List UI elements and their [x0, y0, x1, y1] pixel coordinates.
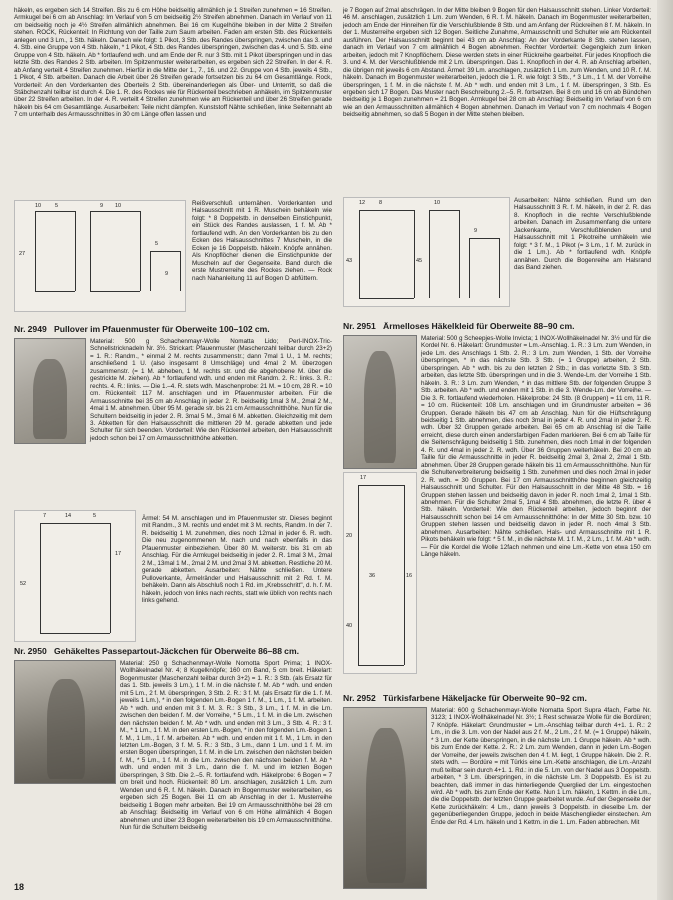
nr2952-text: Material: 600 g Schachenmayr-Wolle Nomatta Sport Supra 4fach, Farbe Nr. 3123; 1 INOX-Wollhäkelnadel Nr. 3½; 1 Rest schwarze Wolle für die Bordüren; 7 Knöpfe. Häkelart: Grundmuster = Lm.-Anschlag teilbar durch 4+1. 1. R.: 2 Lm., in die 3. Lm. von der Nadel aus 2 f. M., 2 Lm., 2 f. M. (= 1 Gruppe) häkeln, * 3 Lm. der Kette überspringen, in die nächste Lm. 1 Gruppe häkeln. Ab * wdh. bis zum Ende der Kette. 2. R.: 2 Lm. zum Wenden, dann in jeden Lm.-Bogen der Vorreihe, der jeweils zwischen den 4 f. M. liegt, 1 Gruppe häkeln. Die 2. R. stets wdh. — Bordüre = mit Türkis eine Lm.-Kette anschlagen, die Lm.-Anzahl muß teilbar sein durch 4+1. 1. Rd.: in die 5. Lm. von der Nadel aus 3 Doppelstb. arbeiten, * 3 Lm. überspringen, in die nächste Lm. 3 Doppelstb. Es ist zu beachten, daß immer in das hinterliegende Querglied der Lm. eingestochen wird. Ab * wdh. bis zum Ende der Kette. Nun 1 Lm. häkeln, 1 Kettm. in die Lm., die die Doppelstb. der letzten Gruppe gearbeitet wurde. Auf der Gegenseite der Kette zurückhäkeln: 4 Lm., dann jeweils 3 Doppelstb. in dieselbe Lm. der gegenüberliegenden Gruppe, jedoch in beide Maschenglieder einstechen. Am Ende der Rd. 4 Lm. häkeln und 1 Kettm. in die 1. Lm. Faden abbrechen. Mit — [431, 707, 651, 826]
pattern-title: Ärmelloses Häkelkleid für Oberweite 88–90 cm. — [382, 321, 575, 331]
nr2952-block — [343, 690, 651, 706]
diagram-label: 9 — [100, 203, 104, 209]
jacket-continued-text: häkeln, es ergeben sich 14 Streifen. Bis zu 6 cm Höhe beidseitig allmählich je 1 Streifen zunehmen = 16 Streifen. Armkugel bei 6 cm ab Anschlag: Im Verlauf von 5 cm beidseitig 2½ Streifen abnehmen. Danach im Verlauf von 11 cm beidseitig noch je 4½ Streifen allmählich abnehmen. Bei 16 cm Kugelhöhe bleiben in der Mitte 2 Streifen stehen. ROCK, Rückenteil: In Richtung von der Taille zum Saum arbeiten. Faden am ersten Stb. des Rückenteils anlegen und 3 Lm., 1 Stb. häkeln. Danach wie folgt: 1 Pikot, 3 Stb. des Randes überspringen, zwischen das 3. und 4. Stb. eine Gruppe von 4 Stb. häkeln, * 1 Pikot, 4 Stb. des Randes überspringen, zwischen das 4. und 5. Stb. eine Gruppe von 4 Stb. häkeln. Ab * fortlaufend wdh. und am Ende der R. nur 3 Stb. mit 1 Pikot überspringen und in das letzte Stb. des Randes 2 Stb. arbeiten. Im Spitzenmuster weiterarbeiten, es ergeben sich 22 Streifen. In der 4. R. ab Anfang verteilt 4 Streifen zunehmen. Hierfür in die Mitte der 1., 7., 16. und 22. Gruppe von 4 Stb. jeweils 4 Stb., 1 Pikot, 4 Stb. arbeiten. Danach die Arbeit über 26 Streifen gerade fortsetzen bis zu 64 cm Gesamtlänge. Rock, Vorderteil: An den Vorderkanten des Oberteils 2 Stb. übereinanderlegen als Über- und Unterritt, so daß die Stäbchenzahl teilbar ist durch 4. Die 1. R. des Rockes wie für Rückenteil beschrieben anhäkeln, im Spitzenmuster über 22 Streifen arbeiten. In der 4. R. verteilt 4 Streifen zunehmen wie am Rückenteil und über 26 Streifen gerade häkeln bis 64 cm Gesamtlänge. Ausarbeiten: Teile nicht dämpfen. Kunststoff Nähte schließen, linke Seitennaht ab 7 cm unterhalb des Armausschnittes in 30 cm Länge offen lassen und — [14, 7, 332, 119]
pattern-title: Türkisfarbene Häkeljacke für Oberweite 90–92 cm. — [382, 693, 587, 703]
pattern-diagram-4: 17 20 16 36 40 — [343, 472, 417, 674]
pattern-number: Nr. 2952 — [343, 693, 376, 703]
page-binding-edge — [657, 0, 673, 900]
diagram-label: 10 — [115, 203, 122, 209]
nr2950-block — [14, 643, 332, 659]
jacket-finishing-right: Ausarbeiten: Nähte schließen. Rund um den Halsausschnitt 3 R. f. M. häkeln, in der 2. R. das 8. Knopfloch in die rechte Verschlußblende arbeiten. Danach im Zusammenfang die untere Jackenkante, Verschlußblenden und Halsausschnitt mit 1 Pikotreihe umhäkeln wie folgt: * 3 f. M., 1 Pikot (= 3 Lm., 1 f. M. zurück in die 1 Lm.). Ab * fortlaufend wdh. Knöpfe annähen. Durch die Bogenreihe am Halsrand das Band ziehen. — [514, 197, 651, 272]
nr2949-block — [14, 321, 332, 337]
diagram-label: 27 — [19, 251, 26, 257]
pattern-number: Nr. 2949 — [14, 324, 47, 334]
diagram-label: 5 — [155, 241, 159, 247]
nr2951-text: Material: 500 g Scheepjes-Wolle Invicta; 1 INOX-Wollhäkelnadel Nr. 3½ und für die Kordel Nr. 6. Häkelart: Grundmuster = Lm.-Anschlag. 1. R.: 3 Lm. zum Wenden, in jede Lm. des Anschlags 1 Stb. 2. R.: 3 Lm. zum Wenden, 1 Stb. der Vorreihe überspringen, * in das nächste Stb. 3 Stb. (= 1 Gruppe) arbeiten, 2 Stb. überspringen. Ab * wdh. bis zu den letzten 2 Stb.; in das vorletzte Stb. 3 Stb. arbeiten, das letzte Stb. überspringen und in die 3. Wende-Lm. der Vorreihe 1 Stb. häkeln. 3. R.: 3 Lm. zum Wenden, * in das mittlere Stb. der folgenden Gruppe 3 Stb. arbeiten. Ab * wdh. und enden mit 1 Stb. in die 3. Wende-Lm. der Vorreihe. — Die 3. R. fortlaufend wiederholen. Häkelprobe: 24 Stb. (8 Gruppen) = 11 cm, 11 R. = 10 cm. Rückenteil: 108 Lm. anschlagen und im Grundmuster arbeiten = 36 Gruppen. Gerade häkeln bis 47 cm ab Anschlag. Nun für die Hüftschrägung beidseitig 1 Stb. abnehmen, dies noch 3mal in jeder 4. R. und 2mal in jeder 2. R. wdh. Über 32 Gruppen gerade arbeiten. Bei 65 cm ab Anschlag ist die Taille erreicht, diese durch einen andersfarbigen Faden markieren. Bei 6 cm ab Taille für die Seitenschrägung beidseitig 1 Stb. zunehmen, dies noch 1mal in der folgenden 4. R. und 4mal in jeder 2. R. wdh. Über 36 Gruppen weiterhäkeln. Bei 20 cm ab Taille für die Armausschnitte in jeder R. beidseitig 2mal 3, 2mal 2, 2mal 1 Stb. abnehmen. Über 28 Gruppen gerade häkeln bis 11 cm Armausschnitthöhe. Nun für die Schulterverbreiterung beidseitig 1 Stb. zunehmen und dies noch 2mal in jeder 2. R. wdh. = 30 Gruppen. Bei 17 cm Armausschnitthöhe beginnen gleichzeitig Halsausschnitt und Schulter. Für den Halsausschnitt in der Mitte 48 Stb. = 16 Gruppen stehen lassen und beidseitig davon in jeder R. noch 1mal 2, 1mal 1 Stb. abnehmen. Für die Schulter 2mal 5, 1mal 4 Stb. abnehmen, die letzte R. über 4 Stb. häkeln. Vorderteil: Wie den Rückenteil arbeiten, jedoch beginnt der Halsausschnitt schon bei 14 cm Armausschnitthöhe: In der Mitte 30 Stb. bzw. 10 Gruppen stehen lassen und beidseitig davon in jeder R. noch 4mal 3 Stb. abnehmen. Ausarbeiten: Nähte schließen. Hals- und Armausschnitte mit 1 R. Pikots behäkeln wie folgt: * 5 f. M., in die nächste M. 1 f. M., 2 Lm., 1 f. M. Ab * wdh. — Für die Kordel die Wolle 12fach nehmen und eine Lm.-Kette von etwa 150 cm Länge häkeln. — [421, 335, 651, 559]
pattern-number: Nr. 2951 — [343, 321, 376, 331]
pattern-title: Gehäkeltes Passepartout-Jäckchen für Oberweite 86–88 cm. — [53, 646, 299, 656]
left-column — [14, 7, 332, 119]
turquoise-jacket-photo — [343, 707, 427, 889]
diagram-label: 5 — [55, 203, 59, 209]
pattern-number: Nr. 2950 — [14, 646, 47, 656]
pattern-diagram-2: 7 14 5 52 17 — [14, 510, 136, 642]
right-column-top: je 7 Bogen auf 2mal abschrägen. In der Mitte bleiben 9 Bogen für den Halsausschnitt stehen. Linker Vorderteil: 46 M. anschlagen, zusätzlich 1 Lm. zum Wenden, 6 R. f. M. häkeln. Danach im Bogenmuster weiterarbeiten, jedoch am Ende der Hinreihen für die Verschlußblende 8 Stb. und am Anfang der Rückreihen 8 f. M. häkeln. In der 1. Musterreihe ergeben sich 12 Bogen. Seitliche Zunahme, Armausschnitt und Schulter wie am Rückenteil ausführen. Der Halsausschnitt beginnt bei 43 cm ab Anschlag: An der Vorderkante 8 Stb. stehen lassen, danach im Verlauf von 7 cm allmählich 4 Bogen abnehmen. Rechter Vorderteil: Gegengleich zum linken arbeiten, jedoch mit 7 Knopflöchern. Diese werden stets in einer Rückreihe gearbeitet. Für jedes Knopfloch die 3. und 4. M. der Verschlußblende mit 2 Lm. überspringen. Das 1. Knopfloch in der 4. R. ab Anschlag arbeiten, die übrigen mit jeweils 6 cm Abstand. Ärmel: 39 Lm. anschlagen, zusätzlich 1 Lm. zum Wenden, und 10 R. f. M. häkeln. Danach im Bogenmuster weiterarbeiten, jedoch die 1. R. wie folgt: 3 Stb., * 3 Lm., 1 f. M. der Vorreihe überspringen, 1 f. M. in die nächste f. M. Ab * wdh. und enden mit 3 Lm., 1 f. M. überspringen, 3 Stb. Es ergeben sich 17 Bogen. Das Muster nach Beschreibung 2.–5. R. fortsetzen. Bei 8 cm und 16 cm ab Bündchen beidseitig je 1 Bogen zunehmen = 21 Bogen. Armkugel bei 28 cm ab Anschlag: Beidseitig im Verlauf von 6 cm wie an den Armausschnitten allmählich 4 Bogen abnehmen. Danach im Verlauf von 7 cm nochmals 4 Bogen beidseitig abnehmen, so daß 5 Bogen in der Mitte stehen bleiben. — [343, 7, 651, 119]
diagram-label: 10 — [35, 203, 42, 209]
jacket-finishing-text: Reißverschluß unternähen. Vorderkanten und Halsausschnitt mit 1 R. Muschein behäkeln wie folgt: * 8 Doppelstb. in denselben Einstichpunkt, ein Stück des Randes auslassen, 1 f. M. Ab * fortlaufend wdh. An den Vorderkanten bis zu den Ecken des Halsausschnittes 7 Muscheln, in die Ecken je 16 Doppelstb. häkeln. Knöpfe annähen. Als Knopflöcher dienen die Einstichpunkte der Muscheln auf der Gegenseite. Band durch die erste Mustrerreihe des Rockes ziehen. — Rock nach Nahanleitung 11 auf Bogen D abfüttern. — [192, 200, 332, 282]
nr2949-sleeve-text: Ärmel: 54 M. anschlagen und im Pfauenmuster str. Dieses beginnt mit Randm., 3 M. rechts und endet mit 3 M. rechts, Randm. In der 7. R. beidseitig 1 M. zunehmen, dies noch 12mal in jeder 6. R. wdh. Die neu zugenommenen M. nach und nach ebenfalls in das Pfauenmuster einbeziehen. Über 80 M. weiterstr. bis 31 cm ab Anschlag. Für die Armkugel beidseitig in jeder 2. R. 1mal 3 M., 2mal 2 M., 13mal 1 M., 2mal 2 M. und 2mal 3 M. abketten. Restliche 20 M. gerade abketten. Ausarbeiten: Nähte schließen. Untere Pulloverkante, Ärmelränder und Halsausschnitt mit 2 Rd. f. M. behäkeln. Dann als Abschluß noch 1 Rd. im „Krebsschritt", d. h. f. M. häkeln, jedoch von links nach rechts, statt wie üblich von rechts nach links gehend. — [142, 515, 332, 604]
nr2950-text: Material: 250 g Schachenmayr-Wolle Nomotta Sport Prima; 1 INOX-Wollhäkelnadel Nr. 4; 8 Kugelknöpfe; 160 cm Band, 5 cm breit. Häkelart: Bogenmuster (Maschenzahl teilbar durch 3+2) = 1. R.: 3 Stb. (als Ersatz für das 1. Stb. jeweils 3 Lm.), 1 f. M. in die nächste f. M. Ab * wdh. und enden mit 5 Lm., 2 f. M. überspringen, 3 Stb. 2. R.: 3 f. M. (als Ersatz für die 1. f. M. jeweils 1 Lm.), * in den folgenden Lm.-Bogen 1 f. M., 1 Lm., 1 f. M. arbeiten. Ab * wdh. und enden mit 3 f. M. 3. R.: 3 Stb., 3 Lm., 1 f. M. in die Lm. zwischen den beiden f. M. der Vorreihe, * 5 Lm., 1 f. M. in die Lm. zwischen den nächsten beiden f. M. Ab * wdh. und enden mit 3 Lm., 3 Stb. 4. R.: 3 f. M., * 1 Lm., 1 f. M. in den ersten Lm.-Bogen, * in den folgenden Lm.-Bogen 1 f. M., 1 Lm., 1 f. M. arbeiten. Ab * wdh. und enden mit 1 f. M., 1 Lm. in den letzten Lm.-Bogen, 3 f. M. 5. R.: 3 Stb., 3 Lm., dann 1 Lm. und 1 f. M. im ersten Bogen überspringen, 1 f. M. in die Lm. zwischen den nächsten beiden f. M., * 5 Lm., 1 f. M. in die Lm. zwischen den nächsten beiden f. M. Ab * wdh. und enden mit 3 Lm., dann die f. M. und im letzten Bogen überspringen, 3 Stb. Die 2.–5. R. fortlaufend wdh. Häkelprobe: 6 Bogen = 7 cm breit und hoch. Rückenteil: 80 Lm. anschlagen, zusätzlich 1 Lm. zum Wenden und 6 R. f. M. häkeln. Danach im Bogenmuster weiterarbeiten, es ergeben sich 25 Bogen. Bei 11 cm ab Anschlag in der 1. Musterreihe beidseitig 1 Bogen mehr arbeiten. Bei 19 cm Armausschnitthöhe bei 28 cm ab Anschlag: Beidseitig im Verlauf von 6 cm Höhe allmählich 4 Bogen abnehmen und über 23 Bogen weiterarbeiten bis 19 cm Armausschnitthöhe. Nun für die Schultern beidseitig — [120, 660, 332, 831]
pattern-diagram-1 — [14, 200, 186, 312]
dress-photo — [343, 335, 417, 469]
pattern-diagram-3: 12 8 10 9 43 45 — [343, 197, 510, 307]
sweater-photo — [14, 338, 86, 444]
diagram-label: 9 — [165, 271, 169, 277]
page-number: 18 — [14, 882, 25, 892]
nr2949-text: Material: 500 g Schachenmayr-Wolle Nomatta Lido; Perl-INOX-Tric-Schnellstricknadeln Nr. 3½. Strickart: Pfauenmuster (Maschenzahl teilbar durch 23+2) = 1. R.: Randm., * einmal 2 M. rechts zusammenstr.; dann 7mal 1 U., 1 M. rechts; anschließend 1 U. (also insgesamt 8 Umschläge) und 4mal 2 M. überzogen zusammenstr. (= 1 M. abheben, 1 M. rechts str. und die abgehobene M. über die gestrickte M. ziehen). Ab * fortlaufend wdh. und enden mit Randm. 2. R.: links. 3. R.: rechts. 4. R.: links. — Die 1.–4. R. stets wdh. Maschenprobe: 21 M. = 10 cm, 28 R. = 10 cm. Rückenteil: 117 M. anschlagen und im Pfauenmuster arbeiten. Für die Armausschnitte bei 35 cm ab Anschlag in jeder 2. R. beidseitig 1mal 3 M., 2mal 2 M., 4mal 1 M. abnehmen. Über 95 M. gerade str. bis 21 cm Armausschnitthöhe. Nun für die Schultern beidseitig in jeder 2. R. 3mal 5 M., 3mal 6 M. abketten. Gleichzeitig mit dem 3. Abketten für den Halsausschnitt die mittleren 29 M. gerade abketten und jede Schulter für sich beenden. Vorderteil: Wie den Rückenteil arbeiten, den Halsausschnitt jedoch schon bei 17 cm Armausschnitthöhe abketten. — [90, 338, 332, 442]
nr2951-block — [343, 318, 651, 334]
pattern-title: Pullover im Pfauenmuster für Oberweite 100–102 cm. — [53, 324, 270, 334]
jacket-photo — [14, 660, 116, 784]
